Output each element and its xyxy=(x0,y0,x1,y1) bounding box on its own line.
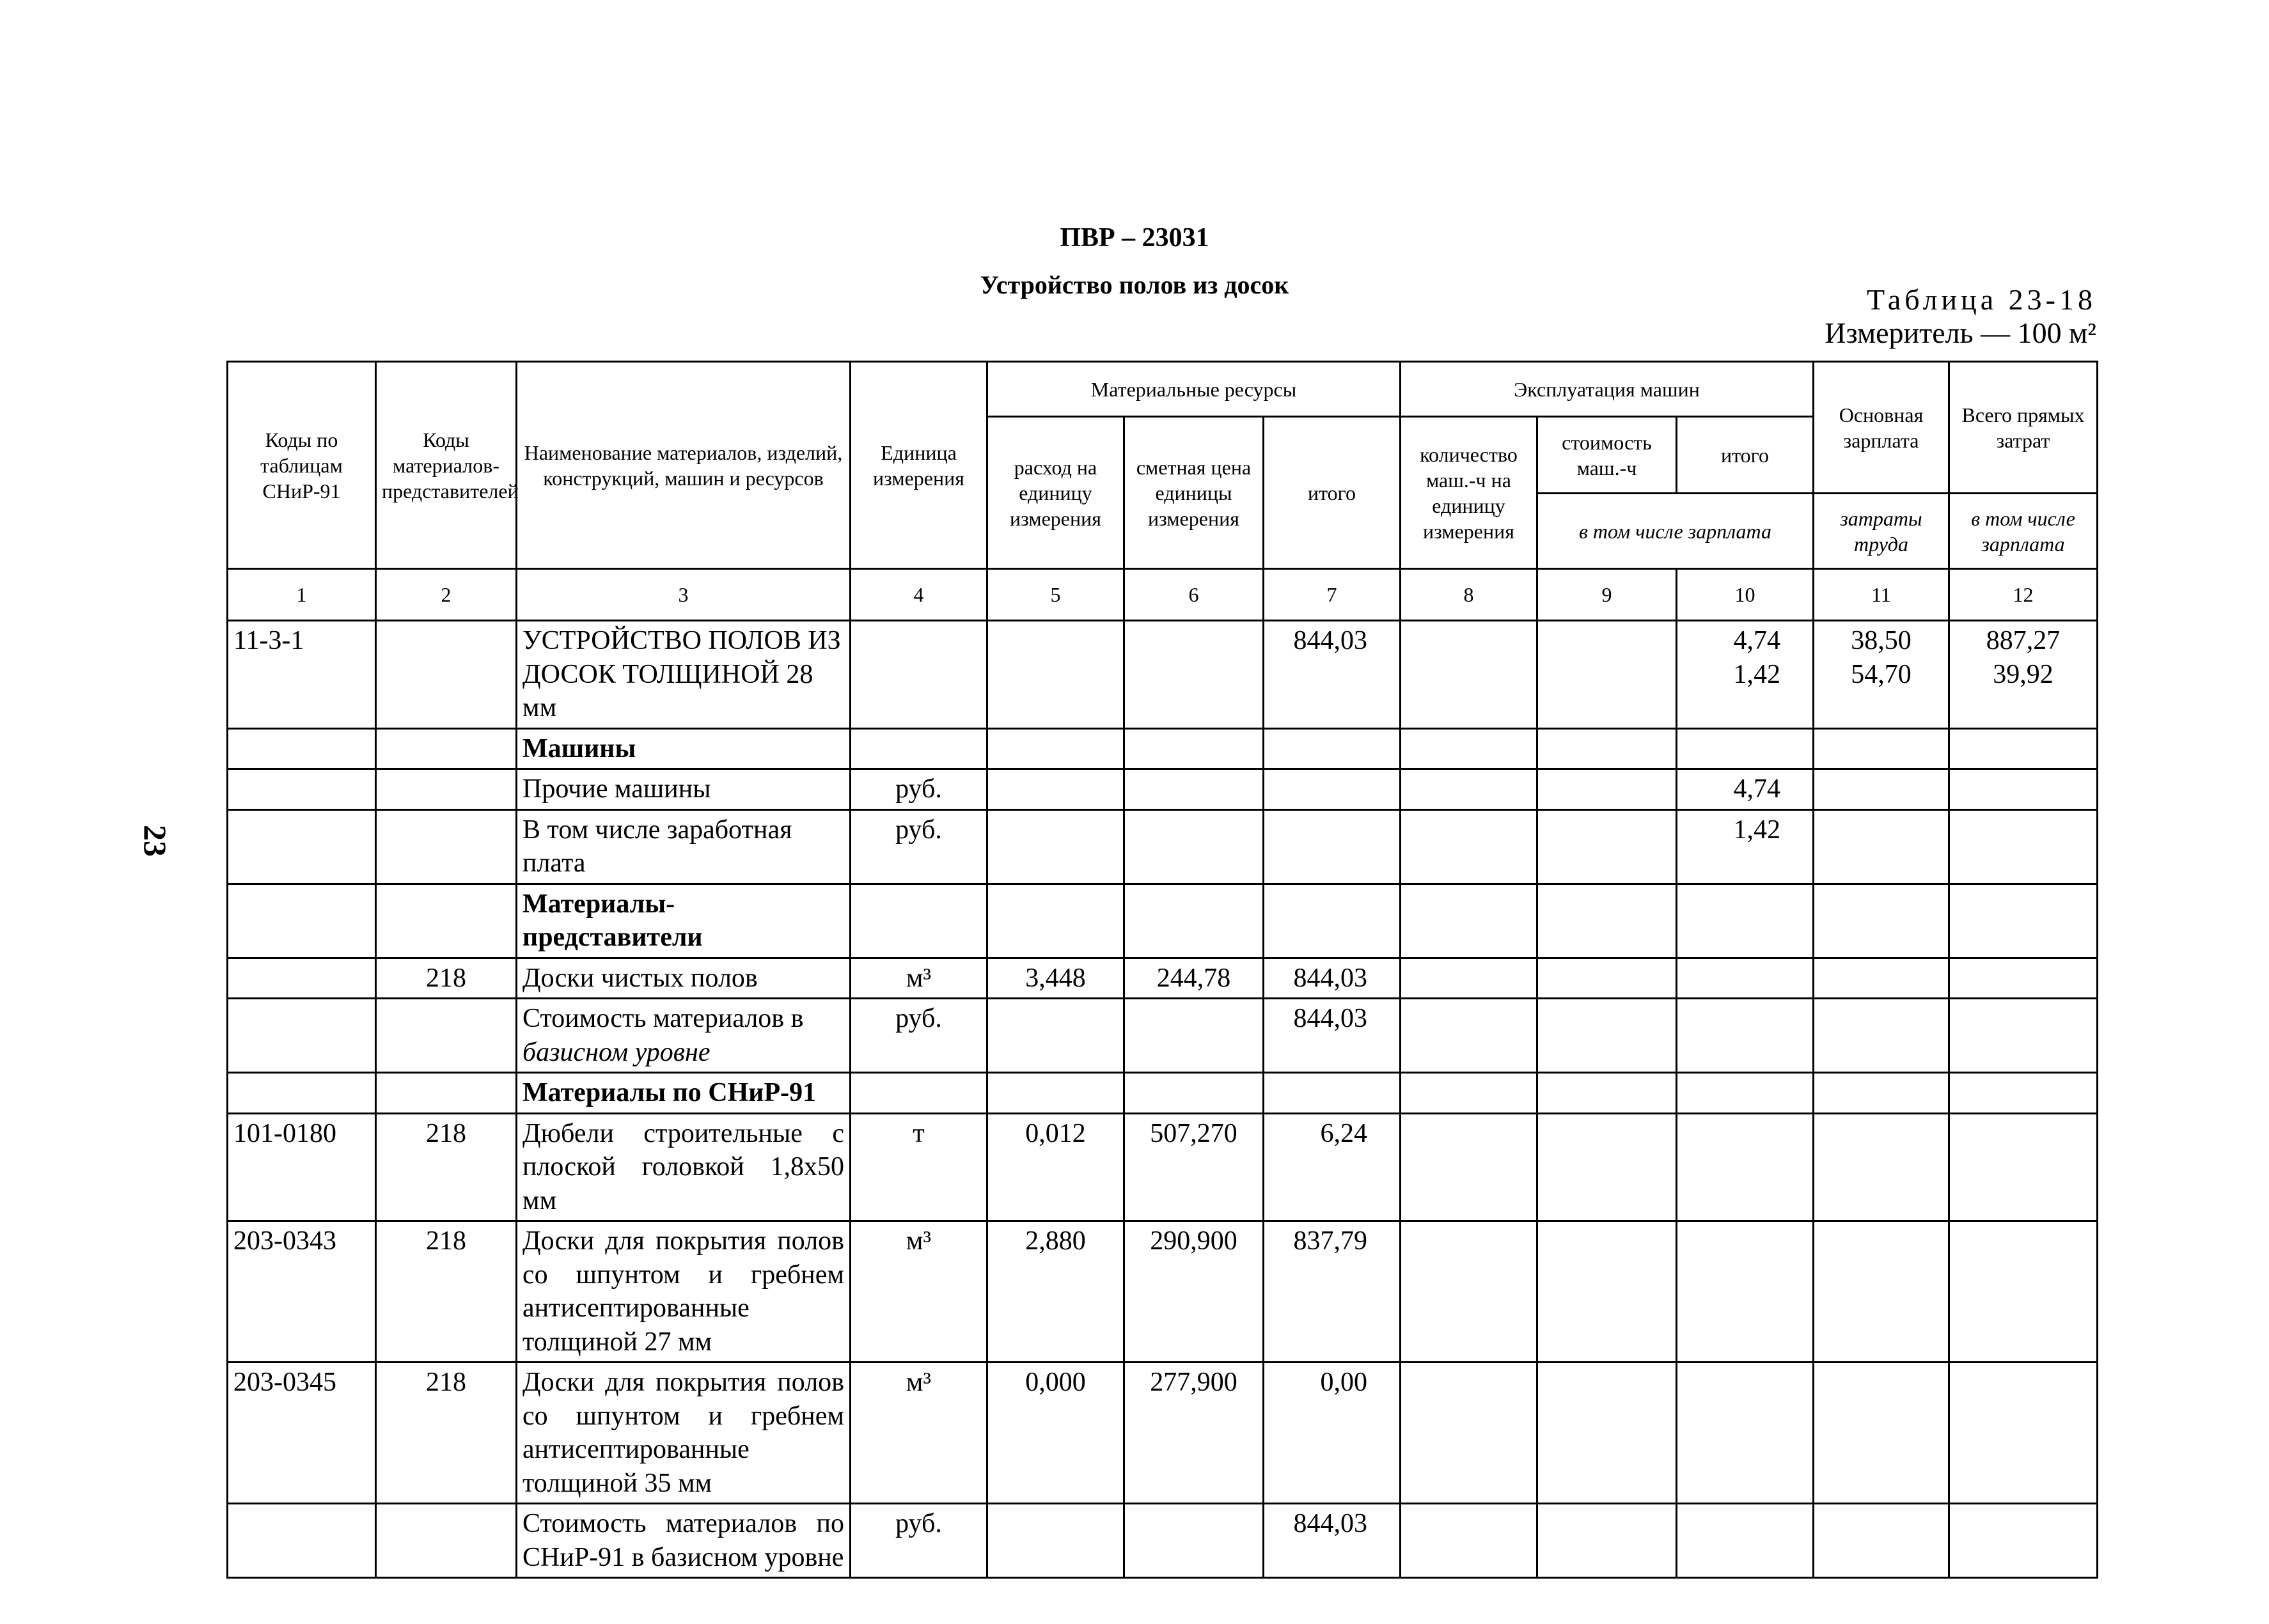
cell-unit: руб. xyxy=(851,999,987,1073)
cell-machine-hours xyxy=(1401,769,1537,810)
cell-material-code xyxy=(376,884,517,958)
cell-consumption xyxy=(987,621,1124,729)
cell-name: УСТРОЙСТВО ПОЛОВ ИЗ ДОСОК ТОЛЩИНОЙ 28 мм xyxy=(517,621,851,729)
header-snir-codes: Коды по таблицам СНиР-91 xyxy=(228,362,376,569)
cell-machine-hour-cost xyxy=(1537,958,1677,999)
cell-unit xyxy=(851,621,987,729)
col-number-4: 4 xyxy=(851,569,987,621)
cell-machines-total xyxy=(1677,728,1814,769)
cell-snir-code xyxy=(228,809,376,884)
table-row xyxy=(228,1221,2098,1362)
cell-total-direct xyxy=(1949,1073,2098,1114)
cell-materials-total: 844,03 xyxy=(1264,958,1401,999)
cell-machine-hour-cost xyxy=(1537,809,1677,884)
cell-unit-price: 507,270 xyxy=(1124,1113,1264,1221)
table-row xyxy=(228,958,2098,999)
cell-consumption: 0,012 xyxy=(987,1113,1124,1221)
header-unit: Единица измерения xyxy=(851,362,987,569)
cell-unit: руб. xyxy=(851,809,987,884)
table-row xyxy=(228,1362,2098,1504)
table-row xyxy=(228,728,2098,769)
cell-snir-code xyxy=(228,958,376,999)
cell-base-wage xyxy=(1814,1221,1949,1362)
base-wage-value: 38,50 xyxy=(1851,626,1912,655)
cell-unit-price xyxy=(1124,769,1264,810)
col-number-3: 3 xyxy=(517,569,851,621)
cell-consumption xyxy=(987,728,1124,769)
cell-machines-total: 4,74 xyxy=(1677,769,1814,810)
cell-name: Прочие машины xyxy=(517,769,851,810)
cell-material-code xyxy=(376,1504,517,1578)
cell-machines-total xyxy=(1677,621,1814,729)
cell-snir-code xyxy=(228,884,376,958)
cell-total-direct xyxy=(1949,958,2098,999)
cell-unit-price xyxy=(1124,999,1264,1073)
cell-machine-hours xyxy=(1401,809,1537,884)
cell-name: Доски для покрытия полов со шпунтом и гребнем антисептированные толщиной 35 мм xyxy=(517,1362,851,1504)
cell-materials-total: 6,24 xyxy=(1264,1113,1401,1221)
cell-snir-code: 203-0343 xyxy=(228,1221,376,1362)
cell-base-wage xyxy=(1814,769,1949,810)
cell-machine-hour-cost xyxy=(1537,1504,1677,1578)
cell-material-code xyxy=(376,809,517,884)
cell-total-direct xyxy=(1949,1113,2098,1221)
cell-consumption: 2,880 xyxy=(987,1221,1124,1362)
cell-machines-total xyxy=(1677,1504,1814,1578)
cell-snir-code xyxy=(228,769,376,810)
cell-name: Дюбели строительные с плоской головкой 1,8х50 мм xyxy=(517,1113,851,1221)
cell-material-code xyxy=(376,769,517,810)
table-row xyxy=(228,999,2098,1073)
labor-costs-value: 54,70 xyxy=(1851,659,1912,689)
cell-base-wage xyxy=(1814,958,1949,999)
cell-unit xyxy=(851,1073,987,1114)
table-row xyxy=(228,1113,2098,1221)
cell-unit-price xyxy=(1124,1504,1264,1578)
cell-materials-total xyxy=(1264,884,1401,958)
cell-machines-total xyxy=(1677,958,1814,999)
cell-name xyxy=(517,999,851,1073)
header-base-wage: Основная зарплата xyxy=(1814,362,1949,494)
cell-machine-hour-cost xyxy=(1537,884,1677,958)
machines-wage-value: 1,42 xyxy=(1733,659,1780,689)
cell-machine-hours xyxy=(1401,728,1537,769)
cell-name-line-1: Стоимость материалов в xyxy=(522,1004,804,1033)
col-number-7: 7 xyxy=(1264,569,1401,621)
cell-consumption xyxy=(987,1073,1124,1114)
cell-unit-price xyxy=(1124,884,1264,958)
header-materials-total: итого xyxy=(1264,417,1401,569)
table-row xyxy=(228,621,2098,729)
header-total-direct: Всего прямых затрат xyxy=(1949,362,2098,494)
col-number-1: 1 xyxy=(228,569,376,621)
col-number-12: 12 xyxy=(1949,569,2098,621)
cell-machines-total xyxy=(1677,884,1814,958)
cell-base-wage xyxy=(1814,1113,1949,1221)
cell-machines-total xyxy=(1677,1073,1814,1114)
cell-snir-code xyxy=(228,1504,376,1578)
table-row xyxy=(228,769,2098,810)
cell-machine-hours xyxy=(1401,999,1537,1073)
cell-consumption xyxy=(987,1504,1124,1578)
table-row xyxy=(228,809,2098,884)
table-row xyxy=(228,1073,2098,1114)
cell-materials-total xyxy=(1264,809,1401,884)
cell-unit-price xyxy=(1124,1073,1264,1114)
cell-machine-hours xyxy=(1401,1113,1537,1221)
cell-base-wage xyxy=(1814,809,1949,884)
cell-machine-hours xyxy=(1401,1504,1537,1578)
document-code: ПВР – 23031 xyxy=(1060,223,1209,253)
cell-total-direct xyxy=(1949,621,2098,729)
total-wage-value: 39,92 xyxy=(1993,659,2053,689)
header-machine-hours: количество маш.-ч на единицу измерения xyxy=(1401,417,1537,569)
cell-material-code: 218 xyxy=(376,1221,517,1362)
cell-total-direct xyxy=(1949,728,2098,769)
cell-snir-code xyxy=(228,999,376,1073)
resource-table xyxy=(226,361,2098,1579)
cell-total-direct xyxy=(1949,1362,2098,1504)
cell-machines-total xyxy=(1677,1362,1814,1504)
cell-machines-total xyxy=(1677,1221,1814,1362)
table-row xyxy=(228,884,2098,958)
cell-machine-hour-cost xyxy=(1537,769,1677,810)
cell-consumption xyxy=(987,809,1124,884)
col-number-9: 9 xyxy=(1537,569,1677,621)
cell-base-wage xyxy=(1814,1073,1949,1114)
cell-unit-price xyxy=(1124,728,1264,769)
cell-material-code xyxy=(376,999,517,1073)
cell-machine-hour-cost xyxy=(1537,1221,1677,1362)
cell-total-direct xyxy=(1949,999,2098,1073)
total-direct-value: 887,27 xyxy=(1986,626,2061,655)
cell-base-wage xyxy=(1814,621,1949,729)
cell-material-code xyxy=(376,728,517,769)
section-representative-materials: Материалы-представители xyxy=(517,884,851,958)
cell-materials-total xyxy=(1264,769,1401,810)
cell-unit xyxy=(851,728,987,769)
cell-unit-price: 244,78 xyxy=(1124,958,1264,999)
header-incl-wage-12: в том числе зарплата xyxy=(1949,494,2098,569)
header-machine-hour-cost: стоимость маш.-ч xyxy=(1537,417,1677,494)
cell-machine-hours xyxy=(1401,884,1537,958)
cell-snir-code xyxy=(228,728,376,769)
cell-machine-hour-cost xyxy=(1537,999,1677,1073)
cell-base-wage xyxy=(1814,728,1949,769)
cell-materials-total xyxy=(1264,1073,1401,1114)
cell-materials-total: 0,00 xyxy=(1264,1362,1401,1504)
header-group-machines: Эксплуатация машин xyxy=(1401,362,1814,417)
cell-total-direct xyxy=(1949,809,2098,884)
cell-base-wage xyxy=(1814,884,1949,958)
col-number-2: 2 xyxy=(376,569,517,621)
table-label: Таблица 23-18 xyxy=(1866,283,2096,316)
cell-machine-hour-cost xyxy=(1537,1362,1677,1504)
cell-snir-code xyxy=(228,1073,376,1114)
section-machines: Машины xyxy=(517,728,851,769)
cell-machine-hours xyxy=(1401,1073,1537,1114)
col-number-5: 5 xyxy=(987,569,1124,621)
cell-machines-total xyxy=(1677,1113,1814,1221)
cell-unit: руб. xyxy=(851,1504,987,1578)
cell-base-wage xyxy=(1814,999,1949,1073)
cell-machine-hour-cost xyxy=(1537,1113,1677,1221)
header-machines-total: итого xyxy=(1677,417,1814,494)
cell-material-code xyxy=(376,1073,517,1114)
col-number-11: 11 xyxy=(1814,569,1949,621)
cell-materials-total: 844,03 xyxy=(1264,999,1401,1073)
cell-unit: т xyxy=(851,1113,987,1221)
cell-snir-code: 101-0180 xyxy=(228,1113,376,1221)
cell-materials-total: 837,79 xyxy=(1264,1221,1401,1362)
page-number: 23 xyxy=(137,825,173,857)
col-number-6: 6 xyxy=(1124,569,1264,621)
document-title: Устройство полов из досок xyxy=(980,270,1289,299)
header-labor-costs: затраты труда xyxy=(1814,494,1949,569)
cell-consumption xyxy=(987,769,1124,810)
cell-name: Доски чистых полов xyxy=(517,958,851,999)
cell-unit-price xyxy=(1124,621,1264,729)
cell-name: Стоимость материалов по СНиР-91 в базисном уровне xyxy=(517,1504,851,1578)
header-incl-wage: в том числе зарплата xyxy=(1537,494,1814,569)
header-consumption: расход на единицу измерения xyxy=(987,417,1124,569)
cell-base-wage xyxy=(1814,1504,1949,1578)
cell-machine-hours xyxy=(1401,958,1537,999)
machines-total-value: 4,74 xyxy=(1733,626,1780,655)
cell-machine-hours xyxy=(1401,1362,1537,1504)
cell-consumption xyxy=(987,999,1124,1073)
meter-label: Измеритель — 100 м² xyxy=(1825,316,2096,349)
cell-consumption: 3,448 xyxy=(987,958,1124,999)
cell-unit xyxy=(851,884,987,958)
table-row xyxy=(228,1504,2098,1578)
cell-total-direct xyxy=(1949,769,2098,810)
cell-material-code: 218 xyxy=(376,958,517,999)
cell-total-direct xyxy=(1949,884,2098,958)
cell-unit-price: 290,900 xyxy=(1124,1221,1264,1362)
cell-unit: м³ xyxy=(851,1221,987,1362)
cell-machine-hour-cost xyxy=(1537,728,1677,769)
header-unit-price: сметная цена единицы измерения xyxy=(1124,417,1264,569)
header-group-materials: Материальные ресурсы xyxy=(987,362,1401,417)
cell-material-code xyxy=(376,621,517,729)
cell-unit-price xyxy=(1124,809,1264,884)
col-number-8: 8 xyxy=(1401,569,1537,621)
cell-snir-code: 11-3-1 xyxy=(228,621,376,729)
cell-unit: руб. xyxy=(851,769,987,810)
cell-machine-hour-cost xyxy=(1537,621,1677,729)
cell-snir-code: 203-0345 xyxy=(228,1362,376,1504)
col-number-10: 10 xyxy=(1677,569,1814,621)
cell-unit: м³ xyxy=(851,958,987,999)
cell-machine-hours xyxy=(1401,1221,1537,1362)
cell-name: Доски для покрытия полов со шпунтом и гребнем антисептированные толщиной 27 мм xyxy=(517,1221,851,1362)
cell-total-direct xyxy=(1949,1504,2098,1578)
cell-machines-total xyxy=(1677,999,1814,1073)
cell-name-line-2: базисном уровне xyxy=(522,1037,711,1067)
cell-consumption xyxy=(987,884,1124,958)
cell-total-direct xyxy=(1949,1221,2098,1362)
cell-unit: м³ xyxy=(851,1362,987,1504)
header-material-codes: Коды материалов-представителей xyxy=(376,362,517,569)
cell-material-code: 218 xyxy=(376,1113,517,1221)
cell-machine-hours xyxy=(1401,621,1537,729)
cell-base-wage xyxy=(1814,1362,1949,1504)
cell-materials-total: 844,03 xyxy=(1264,1504,1401,1578)
cell-unit-price: 277,900 xyxy=(1124,1362,1264,1504)
cell-material-code: 218 xyxy=(376,1362,517,1504)
cell-machines-total: 1,42 xyxy=(1677,809,1814,884)
cell-materials-total: 844,03 xyxy=(1264,621,1401,729)
header-name: Наименование материалов, изделий, конструкций, машин и ресурсов xyxy=(517,362,851,569)
cell-consumption: 0,000 xyxy=(987,1362,1124,1504)
cell-materials-total xyxy=(1264,728,1401,769)
cell-name: В том числе заработная плата xyxy=(517,809,851,884)
section-snir-materials: Материалы по СНиР-91 xyxy=(517,1073,851,1114)
cell-machine-hour-cost xyxy=(1537,1073,1677,1114)
